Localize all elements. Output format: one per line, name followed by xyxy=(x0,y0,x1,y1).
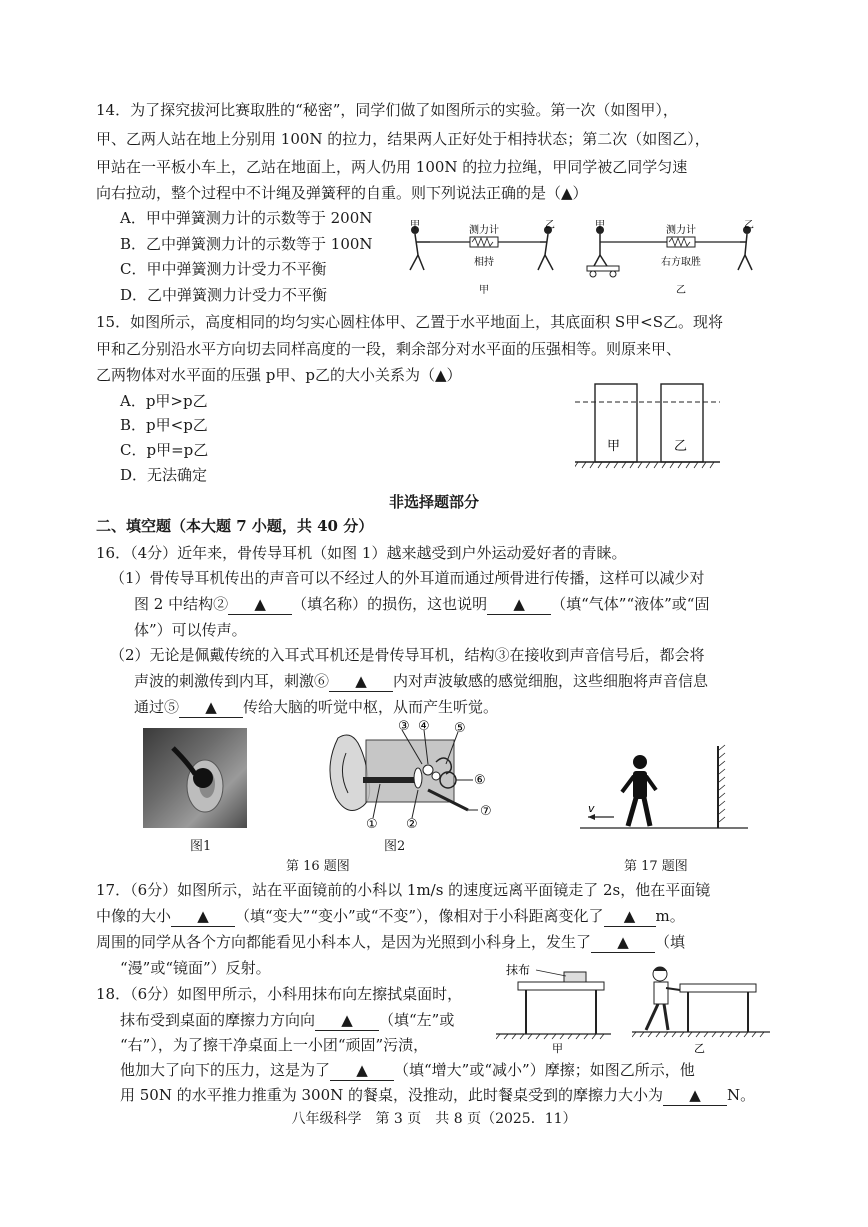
q18-fig-yi-caption: 乙 xyxy=(694,1042,705,1055)
q15-option-b: B．p甲<p乙 xyxy=(120,416,208,434)
q18-l5a: 用 50N 的水平推力推重为 300N 的餐桌，没推动，此时餐桌受到的摩擦力大小为 xyxy=(120,1086,664,1104)
q18-line-5 xyxy=(120,1085,755,1106)
q16-p2-c xyxy=(134,697,498,718)
wipe-table-figure xyxy=(496,960,616,1055)
tug-yi-right-label: 乙 xyxy=(744,220,754,231)
tug-jia-right-label: 乙 xyxy=(545,220,555,231)
q18-blank-1[interactable]: ▲ xyxy=(315,1010,379,1031)
q16-blank-2[interactable]: ▲ xyxy=(487,594,551,615)
q16-p2-b1: 声波的刺激传到内耳，刺激⑥ xyxy=(134,672,330,690)
q16-p1-c: 体”）可以传声。 xyxy=(134,621,247,639)
q16-figure-caption: 第 16 题图 xyxy=(286,859,350,874)
q14-line-2: 甲、乙两人站在地上分别用 100N 的拉力，结果两人正好处于相持状态；第二次（如图乙）， xyxy=(96,130,710,148)
q17-blank-2[interactable]: ▲ xyxy=(604,906,656,927)
mirror-figure xyxy=(580,740,755,835)
q16-p2-c1: 通过⑤ xyxy=(134,698,180,716)
q15-option-a: A．p甲>p乙 xyxy=(120,392,208,410)
q15-option-c: C．p甲=p乙 xyxy=(120,441,209,459)
q17-line-4: “漫”或“镜面”）反射。 xyxy=(120,959,271,977)
q15-line-3: 乙两物体对水平面的压强 p甲、p乙的大小关系为（▲） xyxy=(96,366,462,384)
q18-line-3: “右”），为了擦干净桌面上一小团“顽固”污渍， xyxy=(120,1036,429,1054)
q17-l3a: 周围的同学从各个方向都能看见小科本人，是因为光照到小科身上，发生了 xyxy=(96,933,592,951)
q16-p1-a: （1）骨传导耳机传出的声音可以不经过人的外耳道而通过颅骨进行传播，这样可以减少对 xyxy=(110,569,705,587)
q18-line-1: 18．（6分）如图甲所示，小科用抹布向左擦拭桌面时， xyxy=(96,985,463,1003)
q17-line-1: 17．（6分）如图所示，站在平面镜前的小科以 1m/s 的速度远离平面镜走了 2s，他在平面镜 xyxy=(96,881,711,899)
q18-l2a: 抹布受到桌面的摩擦力方向向 xyxy=(120,1011,316,1029)
q14-line-1: 14．为了探究拔河比赛取胜的“秘密”，同学们做了如图所示的实验。第一次（如图甲）， xyxy=(96,101,678,119)
tug-yi-left-label: 甲 xyxy=(595,220,605,231)
section-title: 非选择题部分 xyxy=(388,493,479,511)
tug-yi-state-label: 右方取胜 xyxy=(661,257,701,268)
fig1-caption: 图1 xyxy=(190,839,212,854)
velocity-label: v xyxy=(588,802,595,815)
ear-label-1: ① xyxy=(366,817,378,830)
section-head: 二、填空题（本大题 7 小题，共 40 分） xyxy=(96,517,374,535)
q16-p2-c2: 传给大脑的听觉中枢，从而产生听觉。 xyxy=(243,698,499,716)
q18-l4a: 他加大了向下的压力，这是为了 xyxy=(120,1061,331,1079)
tug-yi-caption: 乙 xyxy=(676,285,686,296)
q17-l2c: m。 xyxy=(655,907,685,925)
fig2-caption: 图2 xyxy=(384,839,406,854)
q14-option-a: A．甲中弹簧测力计的示数等于 200N xyxy=(120,209,373,227)
tug-figure-jia xyxy=(400,220,570,300)
q18-blank-3[interactable]: ▲ xyxy=(663,1085,727,1106)
ear-label-6: ⑥ xyxy=(474,773,486,788)
q18-line-2 xyxy=(120,1010,454,1031)
ear-label-4: ④ xyxy=(418,719,430,734)
q16-p2-a: （2）无论是佩戴传统的入耳式耳机还是骨传导耳机，结构③在接收到声音信号后，都会将 xyxy=(110,646,705,664)
q18-l4b: （填“增大”或“减小”）摩擦；如图乙所示，他 xyxy=(394,1061,695,1079)
q17-figure-caption: 第 17 题图 xyxy=(624,859,688,874)
tug-jia-caption: 甲 xyxy=(479,285,489,296)
bone-conduction-photo xyxy=(143,728,247,828)
q17-line-3 xyxy=(96,932,685,953)
q17-line-2 xyxy=(96,906,685,927)
q15-option-d: D．无法确定 xyxy=(120,466,208,484)
tug-yi-meter-label: 测力计 xyxy=(666,225,696,236)
tug-jia-meter-label: 测力计 xyxy=(469,225,499,236)
cylinder-yi-label: 乙 xyxy=(674,439,688,454)
push-table-figure xyxy=(632,960,772,1055)
ear-label-7: ⑦ xyxy=(480,804,492,819)
q16-p2-b2: 内对声波敏感的感觉细胞，这些细胞将声音信息 xyxy=(393,672,709,690)
q18-fig-jia-caption: 甲 xyxy=(552,1042,563,1055)
ear-label-3: ③ xyxy=(398,719,410,734)
q18-line-4 xyxy=(120,1060,695,1081)
q16-blank-1[interactable]: ▲ xyxy=(228,594,292,615)
q17-l2a: 中像的大小 xyxy=(96,907,172,925)
q15-line-1: 15．如图所示，高度相同的均匀实心圆柱体甲、乙置于水平地面上，其底面积 S甲<S乙。现将 xyxy=(96,313,723,331)
q16-blank-4[interactable]: ▲ xyxy=(179,697,243,718)
q17-blank-3[interactable]: ▲ xyxy=(591,932,655,953)
q18-blank-2[interactable]: ▲ xyxy=(330,1060,394,1081)
q16-intro: 16．（4分）近年来，骨传导耳机（如图 1）越来越受到户外运动爱好者的青睐。 xyxy=(96,544,627,562)
q14-line-4: 向右拉动，整个过程中不计绳及弹簧秤的自重。则下列说法正确的是（▲） xyxy=(96,184,588,202)
cloth-label: 抹布 xyxy=(506,963,531,977)
q18-l5b: N。 xyxy=(727,1086,756,1104)
page-footer: 八年级科学 第 3 页 共 8 页（2025．11） xyxy=(291,1111,577,1127)
q16-p1-b2: （填名称）的损伤，这也说明 xyxy=(292,595,488,613)
tug-jia-state-label: 相持 xyxy=(474,257,494,268)
q14-option-b: B．乙中弹簧测力计的示数等于 100N xyxy=(120,235,373,253)
q14-line-3: 甲站在一平板小车上，乙站在地面上，两人仍用 100N 的拉力拉绳，甲同学被乙同学匀速 xyxy=(96,158,688,176)
q15-line-2: 甲和乙分别沿水平方向切去同样高度的一段，剩余部分对水平面的压强相等。则原来甲、 xyxy=(96,340,682,358)
ear-label-2: ② xyxy=(406,817,418,830)
cylinder-jia-label: 甲 xyxy=(607,439,621,454)
ear-label-5: ⑤ xyxy=(454,721,466,736)
q18-l2b: （填“左”或 xyxy=(379,1011,455,1029)
q14-option-d: D．乙中弹簧测力计受力不平衡 xyxy=(120,286,328,304)
q16-p2-b xyxy=(134,671,708,692)
tug-jia-left-label: 甲 xyxy=(410,220,420,231)
tug-figure-yi xyxy=(585,220,760,300)
ear-diagram xyxy=(318,718,498,830)
q14-option-c: C．甲中弹簧测力计受力不平衡 xyxy=(120,260,327,278)
q16-p1-b xyxy=(134,594,709,615)
q16-p1-b1: 图 2 中结构② xyxy=(134,595,229,613)
q17-l2b: （填“变大”“变小”或“不变”），像相对于小科距离变化了 xyxy=(235,907,604,925)
q16-p1-b3: （填“气体”“液体”或“固 xyxy=(551,595,710,613)
q16-blank-3[interactable]: ▲ xyxy=(329,671,393,692)
q17-l3b: （填 xyxy=(655,933,686,951)
cylinders-figure xyxy=(575,378,725,470)
q17-blank-1[interactable]: ▲ xyxy=(171,906,235,927)
